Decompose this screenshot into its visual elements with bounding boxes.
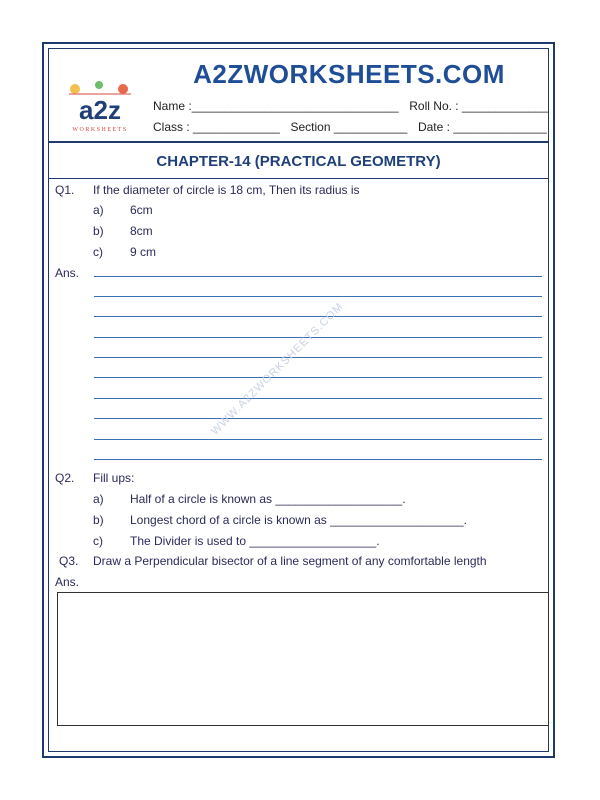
q2-item-b-text[interactable]: Longest chord of a circle is known as ____________________. [130, 513, 467, 527]
drawing-answer-box[interactable] [57, 592, 549, 726]
class-blank[interactable]: _____________ [193, 120, 280, 134]
logo-text: a2z [79, 95, 121, 125]
worksheet-frame [42, 42, 555, 758]
q1-option-c-text: 9 cm [130, 245, 157, 259]
q1-option-c-letter: c) [93, 245, 103, 259]
name-roll-row [153, 99, 549, 113]
chapter-divider [49, 178, 548, 179]
name-blank[interactable]: _______________________________ [191, 99, 399, 113]
name-label: Name : [153, 99, 192, 113]
roll-blank[interactable]: _____________ [461, 99, 549, 113]
logo-caption: WORKSHEETS [72, 127, 128, 133]
roll-label: Roll No. : [409, 99, 459, 113]
answer-line[interactable] [94, 316, 542, 317]
answer-line[interactable] [94, 296, 542, 297]
class-label: Class : [153, 120, 190, 134]
q1-option-a-text: 6cm [130, 203, 153, 217]
answer-line[interactable] [94, 418, 542, 419]
q3-answer-label: Ans. [55, 575, 80, 589]
worksheet-inner-frame [48, 48, 549, 752]
section-label: Section [290, 120, 331, 134]
q3-number: Q3. [59, 554, 79, 568]
answer-line[interactable] [94, 357, 542, 358]
q2-item-c-letter: c) [93, 534, 103, 548]
q1-option-b-text: 8cm [130, 224, 153, 238]
date-blank[interactable]: ______________ [453, 120, 547, 134]
answer-line[interactable] [94, 459, 542, 460]
date-label: Date : [417, 120, 450, 134]
q2-text: Fill ups: [93, 471, 135, 485]
a2z-logo [59, 77, 141, 133]
q1-number: Q1. [55, 183, 75, 197]
q2-item-b-letter: b) [93, 513, 104, 527]
answer-line[interactable] [94, 377, 542, 378]
chapter-title: CHAPTER-14 (PRACTICAL GEOMETRY) [156, 153, 441, 170]
site-title: A2ZWORKSHEETS.COM [193, 59, 505, 89]
watermark: WWW.A2ZWORKSHEETS.COM [209, 300, 346, 438]
q1-option-b-letter: b) [93, 224, 104, 238]
worksheet-header [49, 49, 548, 143]
q1-text: If the diameter of circle is 18 cm, Then its radius is [93, 183, 360, 197]
q2-item-c-text[interactable]: The Divider is used to ___________________. [130, 534, 380, 548]
answer-line[interactable] [94, 398, 542, 399]
answer-line[interactable] [94, 337, 542, 338]
logo-graphic [59, 77, 141, 133]
q2-item-a-text[interactable]: Half of a circle is known as ___________________. [130, 492, 406, 506]
class-section-date-row [153, 120, 547, 134]
q2-number: Q2. [55, 471, 75, 485]
q1-answer-label: Ans. [55, 266, 80, 280]
section-blank[interactable]: ___________ [333, 120, 408, 134]
answer-line[interactable] [94, 276, 542, 277]
q3-text: Draw a Perpendicular bisector of a line segment of any comfortable length [93, 554, 487, 568]
q1-option-a-letter: a) [93, 203, 104, 217]
answer-line[interactable] [94, 439, 542, 440]
q2-item-a-letter: a) [93, 492, 104, 506]
